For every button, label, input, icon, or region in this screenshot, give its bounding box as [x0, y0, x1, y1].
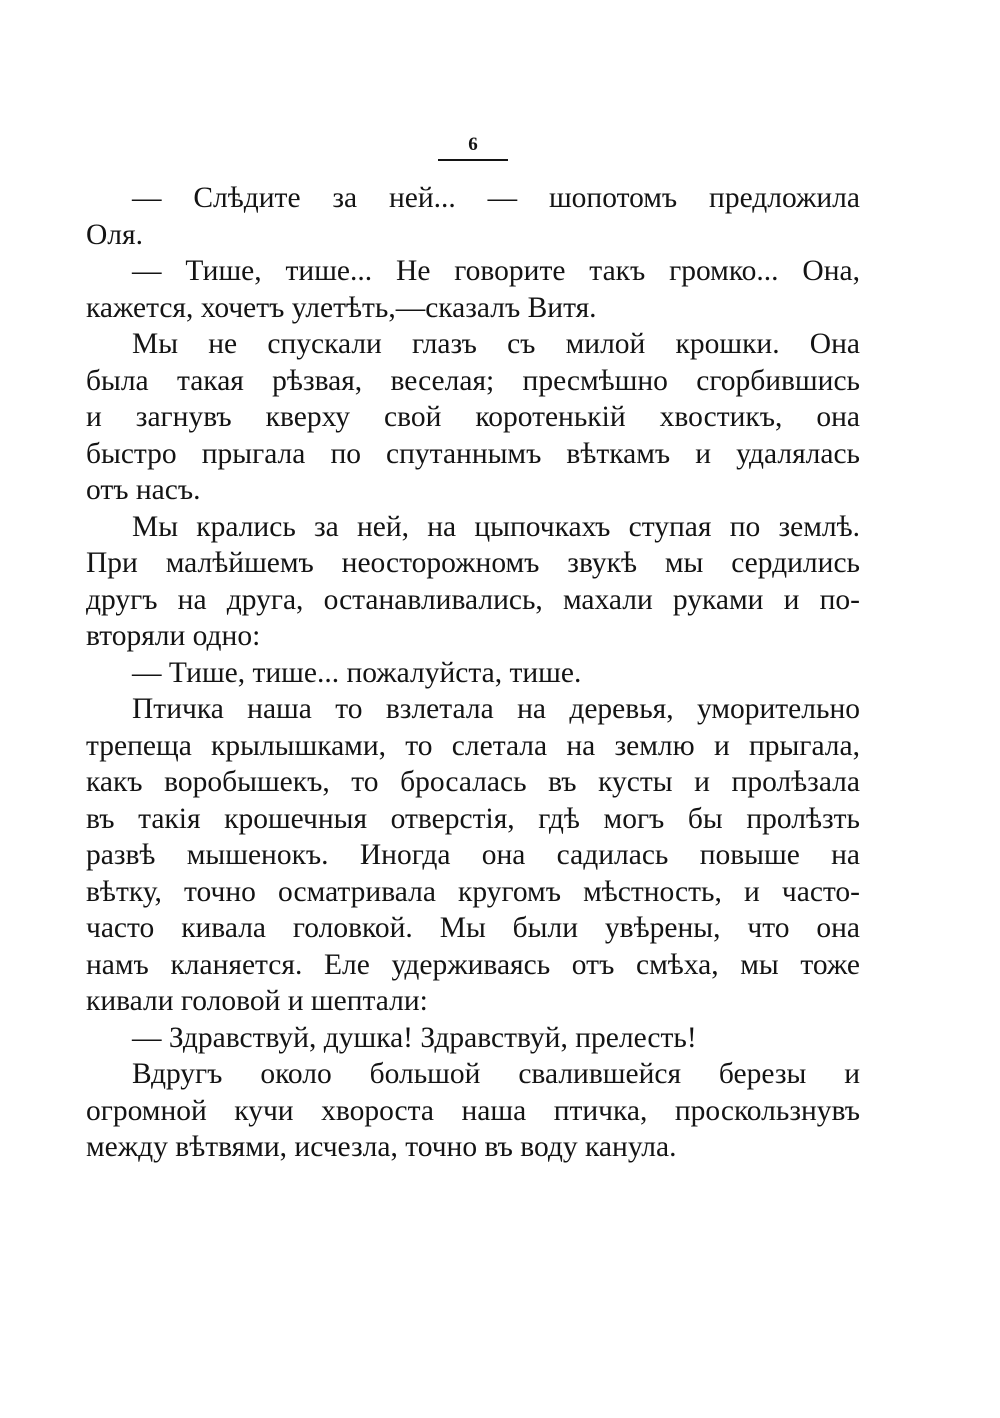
text-line: между вѣтвями, исчезла, точно въ воду канула.	[86, 1131, 677, 1163]
page-number: 6	[468, 134, 478, 155]
text-line: — Слѣдите за ней... — шопотомъ предложила	[132, 182, 860, 214]
text-line: Оля.	[86, 218, 143, 251]
text-line: Вдругъ около большой свалившейся березы и	[132, 1058, 860, 1090]
text-line: При малѣйшемъ неосторожномъ звукѣ мы сердились	[86, 547, 860, 579]
text-line: была такая рѣзвая, веселая; пресмѣшно сгорбившись	[86, 364, 860, 397]
text-line: Мы не спускали глазъ съ милой крошки. Она	[132, 328, 860, 360]
text-line: часто кивала головкой. Мы были увѣрены, что она	[86, 912, 860, 944]
page-number-rule	[438, 159, 508, 161]
text-line: намъ кланяется. Еле удерживаясь отъ смѣха, мы тоже	[86, 948, 860, 981]
text-line: кивали головой и шептали:	[86, 985, 428, 1017]
body-text	[86, 180, 860, 1166]
text-line: вѣтку, точно осматривала кругомъ мѣстность, и часто-	[86, 875, 860, 908]
text-line: въ такія крошечныя отверстія, гдѣ могъ бы пролѣзть	[86, 802, 860, 835]
text-line: развѣ мышенокъ. Иногда она садилась повыше на	[86, 839, 860, 871]
text-line: — Тише, тише... Не говорите такъ громко... Она,	[132, 255, 860, 287]
text-line: другъ на друга, останавливались, махали руками и по-	[86, 583, 860, 616]
text-line: Птичка наша то взлетала на деревья, уморительно	[132, 693, 860, 725]
text-line: кажется, хочетъ улетѣть,—сказалъ Витя.	[86, 291, 597, 324]
text-line: Мы крались за ней, на цыпочкахъ ступая по землѣ.	[132, 510, 860, 543]
text-line: — Тише, тише... пожалуйста, тише.	[132, 656, 582, 689]
text-line: трепеща крылышками, то слетала на землю и прыгала,	[86, 729, 860, 762]
text-line: какъ воробышекъ, то бросалась въ кусты и пролѣзала	[86, 766, 860, 798]
text-line: быстро прыгала по спутаннымъ вѣткамъ и удалялась	[86, 437, 860, 470]
text-line: отъ насъ.	[86, 474, 201, 506]
text-line: — Здравствуй, душка! Здравствуй, прелесть!	[132, 1021, 697, 1054]
text-line: огромной кучи хвороста наша птичка, проскользнувъ	[86, 1094, 860, 1127]
text-line: вторяли одно:	[86, 620, 261, 652]
text-line: и загнувъ кверху свой коротенькій хвостикъ, она	[86, 401, 860, 433]
